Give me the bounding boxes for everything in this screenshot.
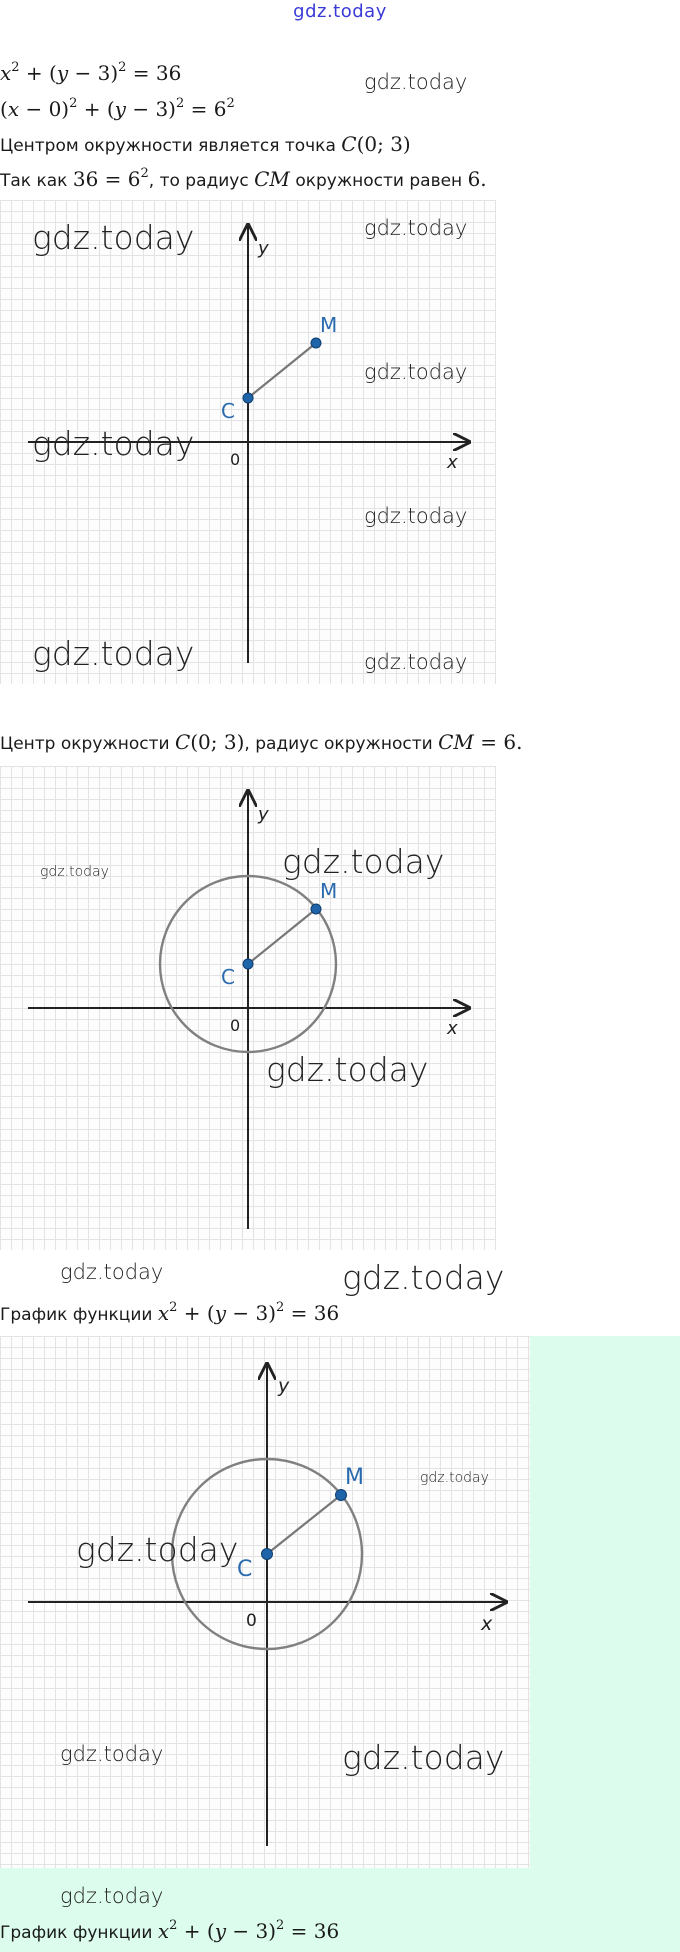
watermark: gdz.today — [420, 1470, 489, 1486]
label-m: M — [320, 313, 338, 337]
y-label: y — [258, 238, 269, 259]
equation-2: $(x - 0)^2 + (y - 3)^2 = 6^2$ — [0, 96, 235, 121]
label-c: C — [237, 1557, 253, 1582]
figure-3 — [0, 1336, 530, 1868]
equation-1: $x^2 + (y - 3)^2 = 36$ — [0, 60, 182, 85]
graph-caption-1: График функции $x^2 + (y - 3)^2 = 36$ — [0, 1300, 340, 1325]
summary-line: Центр окружности C(0; 3), радиус окружности CM = 6. — [0, 730, 523, 754]
point-c — [262, 1549, 273, 1560]
point-m — [311, 338, 321, 348]
watermark: gdz.today — [364, 216, 468, 240]
point-m — [311, 904, 321, 914]
watermark: gdz.today — [32, 634, 195, 673]
watermark: gdz.today — [60, 1260, 164, 1284]
x-label: x — [447, 1018, 458, 1039]
y-label: y — [278, 1375, 290, 1397]
radius-line: Так как $36 = 6^2$, то радиус CM окружности равен 6. — [0, 166, 487, 191]
segment-cm — [248, 909, 316, 964]
watermark: gdz.today — [60, 1742, 164, 1766]
graph-caption-2: График функции $x^2 + (y - 3)^2 = 36$ — [0, 1918, 340, 1943]
watermark: gdz.today — [364, 504, 468, 528]
watermark: gdz.today — [342, 1738, 505, 1777]
label-m: M — [345, 1465, 364, 1490]
x-label: x — [447, 452, 458, 473]
site-link[interactable]: gdz.today — [293, 1, 387, 22]
watermark: gdz.today — [282, 842, 445, 881]
watermark: gdz.today — [364, 70, 468, 94]
label-c: C — [221, 965, 235, 989]
watermark: gdz.today — [32, 218, 195, 257]
label-c: C — [221, 399, 235, 423]
segment-cm — [248, 343, 316, 398]
watermark: gdz.today — [60, 1884, 164, 1908]
point-c — [243, 393, 253, 403]
label-m: M — [320, 879, 338, 903]
center-line: Центром окружности является точка C(0; 3) — [0, 132, 411, 156]
watermark: gdz.today — [364, 650, 468, 674]
y-label: y — [258, 804, 269, 825]
watermark: gdz.today — [76, 1530, 239, 1569]
watermark: gdz.today — [342, 1258, 505, 1297]
point-c — [243, 959, 253, 969]
watermark: gdz.today — [364, 360, 468, 384]
figure-2 — [0, 766, 496, 1250]
origin-label: 0 — [230, 1016, 241, 1035]
watermark: gdz.today — [32, 424, 195, 463]
watermark: gdz.today — [40, 864, 109, 880]
origin-label: 0 — [246, 1611, 257, 1631]
watermark: gdz.today — [266, 1050, 429, 1089]
origin-label: 0 — [230, 450, 241, 469]
segment-cm — [267, 1495, 341, 1554]
x-label: x — [481, 1613, 493, 1635]
point-m — [336, 1490, 347, 1501]
